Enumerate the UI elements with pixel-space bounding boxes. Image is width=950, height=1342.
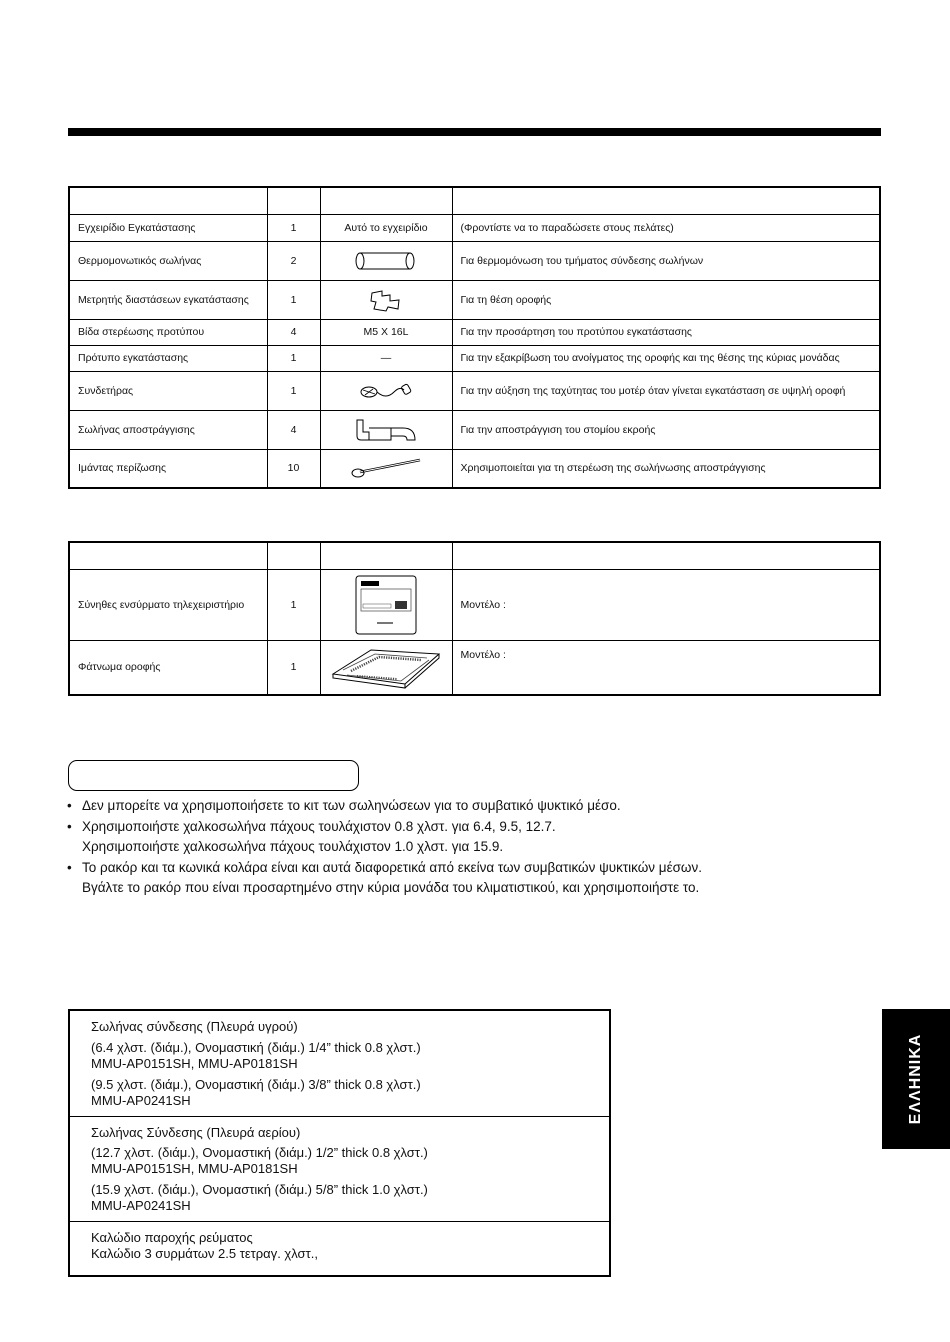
part-figure: Αυτό το εγχειρίδιο	[320, 214, 452, 241]
part-usage: Για τη θέση οροφής	[452, 280, 880, 319]
part-name: Μετρητής διαστάσεων εγκατάστασης	[69, 280, 267, 319]
connector-icon	[358, 380, 414, 402]
part-name: Θερμομονωτικός σωλήνας	[69, 241, 267, 280]
pipe-spec: (9.5 χλστ. (διάμ.), Ονομαστική (διάμ.) 3/8” thick 0.8 χλστ.)	[91, 1077, 421, 1092]
part-figure	[320, 410, 452, 449]
header-cell-usage	[452, 187, 880, 214]
header-cell-qty	[267, 542, 320, 569]
table-row	[69, 280, 880, 319]
table-row	[69, 410, 880, 449]
part-qty: 1	[267, 345, 320, 371]
part-usage: (Φροντίστε να το παραδώσετε στους πελάτες)	[452, 214, 880, 241]
part-qty: 1	[267, 371, 320, 410]
table-row	[69, 345, 880, 371]
section-rule	[68, 128, 881, 136]
pipe-spec: (6.4 χλστ. (διάμ.), Ονομαστική (διάμ.) 1/4” thick 0.8 χλστ.)	[91, 1040, 421, 1055]
table-row	[69, 569, 880, 640]
ceiling-panel-icon	[331, 644, 441, 690]
list-item-continuation: Βγάλτε το ρακόρ που είναι προσαρτημένο στην κύρια μονάδα του κλιματιστικού, και χρησιμοποιήστε το.	[82, 880, 700, 895]
language-tab	[882, 1009, 950, 1149]
table-header-row	[69, 187, 880, 214]
list-item: • Το ρακόρ και τα κωνικά κολάρα είναι και αυτά διαφορετικά από εκείνα των συμβατικών ψυκτικών μέσων.	[66, 858, 926, 879]
section-title: Σωλήνας Σύνδεσης (Πλευρά αερίου)	[91, 1125, 301, 1140]
section-title: Καλώδιο παροχής ρεύματος	[91, 1230, 253, 1245]
part-usage: Μοντέλο :	[460, 648, 506, 661]
part-figure	[320, 241, 452, 280]
part-qty: 1	[267, 214, 320, 241]
part-qty: 4	[267, 410, 320, 449]
table-row	[69, 241, 880, 280]
part-usage: Χρησιμοποιείται για τη στερέωση της σωλήνωσης αποστράγγισης	[452, 449, 880, 488]
part-figure	[320, 640, 452, 695]
header-cell-qty	[267, 187, 320, 214]
pipe-models: MMU-AP0151SH, MMU-AP0181SH	[91, 1161, 298, 1176]
table-row	[69, 640, 880, 695]
accessory-parts-table	[68, 186, 881, 489]
part-name: Συνδετήρας	[69, 371, 267, 410]
header-cell-name	[69, 542, 267, 569]
cable-spec: Καλώδιο 3 συρμάτων 2.5 τετραγ. χλστ.,	[91, 1246, 318, 1261]
part-qty: 10	[267, 449, 320, 488]
language-tab-label: ΕΛΛΗΝΙΚΑ	[907, 1033, 924, 1125]
table-header-row	[69, 542, 880, 569]
cable-tie-icon	[348, 456, 424, 480]
power-cable-section	[70, 1222, 609, 1273]
insulation-pipe-icon	[354, 248, 418, 274]
table-row	[69, 214, 880, 241]
part-usage-cell	[452, 640, 880, 695]
section-title: Σωλήνας σύνδεσης (Πλευρά υγρού)	[91, 1019, 298, 1034]
part-figure	[320, 569, 452, 640]
part-name: Φάτνωμα οροφής	[69, 640, 267, 695]
part-name: Εγχειρίδιο Εγκατάστασης	[69, 214, 267, 241]
part-usage: Για θερμομόνωση του τμήματος σύνδεσης σωλήνων	[452, 241, 880, 280]
pipe-spec: (12.7 χλστ. (διάμ.), Ονομαστική (διάμ.) 1/2” thick 0.8 χλστ.)	[91, 1145, 428, 1160]
header-cell-usage	[452, 542, 880, 569]
dimension-gauge-icon	[368, 287, 404, 313]
header-cell-figure	[320, 542, 452, 569]
table-row	[69, 319, 880, 345]
part-name: Σωλήνας αποστράγγισης	[69, 410, 267, 449]
part-figure	[320, 280, 452, 319]
header-cell-figure	[320, 187, 452, 214]
part-qty: 4	[267, 319, 320, 345]
part-usage: Για την προσάρτηση του προτύπου εγκατάστασης	[452, 319, 880, 345]
part-figure: M5 X 16L	[320, 319, 452, 345]
header-cell-name	[69, 187, 267, 214]
part-qty: 1	[267, 640, 320, 695]
drain-pipe-icon	[353, 416, 419, 444]
piping-spec-box	[68, 1009, 611, 1277]
remote-controller-icon	[355, 575, 417, 635]
pipe-models: MMU-AP0241SH	[91, 1093, 191, 1108]
note-heading-box	[68, 760, 359, 791]
pipe-models: MMU-AP0241SH	[91, 1198, 191, 1213]
part-figure	[320, 371, 452, 410]
list-item: • Δεν μπορείτε να χρησιμοποιήσετε το κιτ των σωληνώσεων για το συμβατικό ψυκτικό μέσο.	[66, 796, 926, 817]
pipe-models: MMU-AP0151SH, MMU-AP0181SH	[91, 1056, 298, 1071]
part-qty: 2	[267, 241, 320, 280]
part-qty: 1	[267, 569, 320, 640]
part-usage: Για την αποστράγγιση του στομίου εκροής	[452, 410, 880, 449]
pipe-spec: (15.9 χλστ. (διάμ.), Ονομαστική (διάμ.) 5/8” thick 1.0 χλστ.)	[91, 1182, 428, 1197]
optional-parts-table	[68, 541, 881, 696]
table-row	[69, 449, 880, 488]
part-figure	[320, 449, 452, 488]
gas-side-section	[70, 1116, 609, 1222]
part-name: Πρότυπο εγκατάστασης	[69, 345, 267, 371]
liquid-side-section	[70, 1011, 609, 1117]
part-qty: 1	[267, 280, 320, 319]
part-usage: Για την εξακρίβωση του ανοίγματος της οροφής και της θέσης της κύριας μονάδας	[452, 345, 880, 371]
table-row	[69, 371, 880, 410]
part-figure: —	[320, 345, 452, 371]
notes-list	[66, 796, 926, 899]
part-usage: Για την αύξηση της ταχύτητας του μοτέρ όταν γίνεται εγκατάσταση σε υψηλή οροφή	[452, 371, 880, 410]
part-usage: Μοντέλο :	[452, 569, 880, 640]
part-name: Ιμάντας περίζωσης	[69, 449, 267, 488]
list-item-continuation: Χρησιμοποιήστε χαλκοσωλήνα πάχους τουλάχιστον 1.0 χλστ. για 15.9.	[82, 839, 504, 854]
part-name: Βίδα στερέωσης προτύπου	[69, 319, 267, 345]
list-item: • Χρησιμοποιήστε χαλκοσωλήνα πάχους τουλάχιστον 0.8 χλστ. για 6.4, 9.5, 12.7.	[66, 817, 926, 838]
part-name: Σύνηθες ενσύρματο τηλεχειριστήριο	[69, 569, 267, 640]
